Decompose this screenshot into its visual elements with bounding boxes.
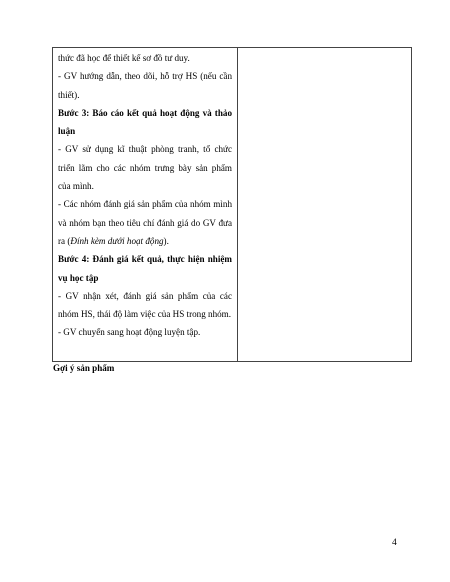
step4-heading: Bước 4: Đánh giá kết quả, thực hiện nhiệm vụ học tập <box>58 254 232 283</box>
paragraph-mind-map: thức đã học để thiết kế sơ đồ tư duy. <box>58 53 190 63</box>
peer-evaluation-note: Đính kèm dưới hoạt động <box>70 235 164 246</box>
product-cell <box>238 48 412 362</box>
table-row <box>53 48 412 362</box>
peer-evaluation-end: ). <box>163 235 169 246</box>
paragraph-next-activity: - GV chuyển sang hoạt động luyện tập. <box>58 327 201 338</box>
section-heading: Gợi ý sản phẩm <box>53 363 115 373</box>
paragraph-feedback: - GV nhận xét, đánh giá sản phẩm của các nhóm HS, thái độ làm việc của HS trong nhóm. <box>58 290 232 320</box>
activity-table <box>52 47 412 362</box>
step3-heading: Bước 3: Báo cáo kết quả hoạt động và thảo luận <box>58 107 232 137</box>
paragraph-guidance: - GV hướng dẫn, theo dõi, hỗ trợ HS (nếu cần thiết). <box>58 71 232 100</box>
paragraph-peer-evaluation <box>58 195 232 250</box>
teacher-activities-cell <box>53 48 238 362</box>
paragraph-gallery: - GV sử dụng kĩ thuật phòng tranh, tổ chức triển lãm cho các nhóm trưng bày sản phẩm của mình. <box>58 144 232 192</box>
page-number: 4 <box>392 538 397 548</box>
peer-evaluation-text: - Các nhóm đánh giá sản phẩm của nhóm mình và nhóm bạn theo tiêu chí đánh giá do GV đưa ra ( <box>58 199 232 246</box>
